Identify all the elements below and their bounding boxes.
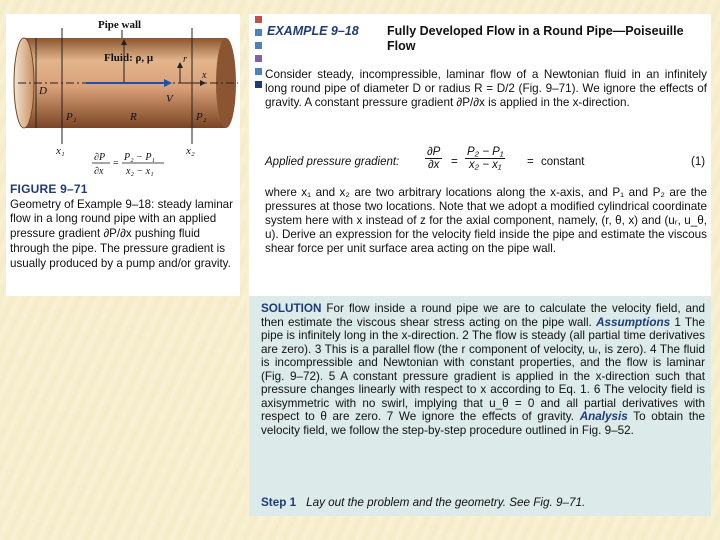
example-explanation: where x₁ and x₂ are two arbitrary locations along the x-axis, and P₁ and P₂ are the pressures at those two locations. Note that we adopt a modified cylindrical coordinate system here with x instead of z for the axial component, namely, (r, θ, x) and (uᵣ, u_θ, u). Derive an expression for the velocity field inside the pipe and estimate the viscous shear force per unit surface area acting on the pipe wall.	[265, 186, 707, 255]
solution-panel	[246, 296, 711, 516]
fig-dP: ∂P	[94, 152, 106, 163]
label-r: r	[183, 54, 187, 65]
step-1	[261, 496, 585, 509]
eq-constant: constant	[541, 156, 585, 168]
figure-panel	[6, 14, 240, 296]
analysis-text: To obtain the velocity field, we follow the step-by-step procedure outlined in Fig. 9–52.	[261, 410, 705, 437]
example-problem-text: Consider steady, incompressible, laminar flow of a Newtonian fluid in an infinitely long round pipe of diameter D or radius R = D/2 (Fig. 9–71). We ignore the effects of gravity. A constant pressure gradient ∂P/∂x is applied in the x-direction.	[265, 68, 707, 109]
eq-frac-dPdx	[425, 146, 442, 171]
figure-caption	[10, 182, 238, 271]
step-1-label: Step 1	[261, 496, 297, 509]
example-label: EXAMPLE 9–18	[267, 24, 359, 38]
bullet-blue-3	[255, 68, 262, 75]
fig-equals: =	[113, 158, 119, 169]
label-x2: x₂	[186, 145, 195, 157]
bullet-purple	[255, 55, 262, 62]
fig-P2-P1: P₂ − P₁	[124, 152, 155, 163]
solution-heading: SOLUTION	[261, 302, 322, 315]
label-x1: x₁	[56, 145, 65, 157]
bullet-red	[255, 16, 262, 23]
bullet-navy	[255, 81, 262, 88]
figure-caption-text: Geometry of Example 9–18: steady laminar flow in a long round pipe with an applied pressure gradient ∂P/∂x pushing fluid through the pipe. The pressure gradient is usually produced by a pump and/or gravity.	[10, 197, 233, 270]
label-fluid: Fluid: ρ, μ	[104, 52, 154, 64]
label-P1: P₁	[66, 111, 77, 123]
figure-number: FIGURE 9–71	[10, 182, 88, 196]
bullet-blue-1	[255, 29, 262, 36]
fig-dx: ∂x	[94, 166, 104, 177]
example-panel	[246, 14, 711, 296]
fig-x2-x1: x₂ − x₁	[126, 166, 154, 177]
label-x: x	[202, 70, 207, 81]
bullet-blue-2	[255, 42, 262, 49]
eq-dx: ∂x	[427, 159, 440, 171]
example-title: Fully Developed Flow in a Round Pipe—Poiseuille Flow	[387, 24, 684, 53]
assumptions-text: 1 The pipe is infinitely long in the x-direction. 2 The flow is steady (all partial time derivatives are zero). 3 This is a parallel flow (the r component of velocity, uᵣ, is zero). 4 The fluid is incompressible and Newtonian with constant properties, and the flow is laminar (Fig. 9–72). 5 A constant pressure gradient is applied in the x-direction such that pressure changes linearly with respect to x according to Eq. 1. 6 The velocity field is axisymmetric with no swirl, implying that u_θ = 0 and all partial derivatives with respect to θ are zero. 7 We ignore the effects of gravity.	[261, 315, 706, 423]
solution-body	[261, 302, 705, 437]
label-D: D	[39, 85, 47, 97]
pipe-diagram	[6, 14, 240, 184]
eq-dP: ∂P	[427, 146, 441, 158]
color-bullets	[255, 16, 263, 94]
label-R: R	[130, 111, 137, 123]
label-P2: P₂	[196, 111, 207, 123]
eq-P2-P1: P₂ − P₁	[467, 146, 504, 158]
label-V: V	[166, 93, 173, 105]
eq-sign-1: =	[451, 156, 458, 168]
eq-x2-x1: x₂ − x₁	[468, 159, 502, 171]
assumptions-heading: Assumptions	[596, 315, 671, 329]
step-1-text: Lay out the problem and the geometry. See Fig. 9–71.	[306, 496, 586, 509]
eq-sign-2: =	[527, 156, 534, 168]
label-pipe-wall: Pipe wall	[98, 19, 142, 31]
eq-frac-P	[465, 146, 505, 171]
analysis-heading: Analysis	[579, 410, 628, 423]
equation-1	[265, 144, 705, 184]
eq-number: (1)	[691, 156, 706, 168]
solution-intro: For flow inside a round pipe we are to calculate the velocity field, and then estimate the viscous shear stress acting on the pipe wall.	[261, 302, 706, 329]
equation-label: Applied pressure gradient:	[265, 156, 400, 168]
